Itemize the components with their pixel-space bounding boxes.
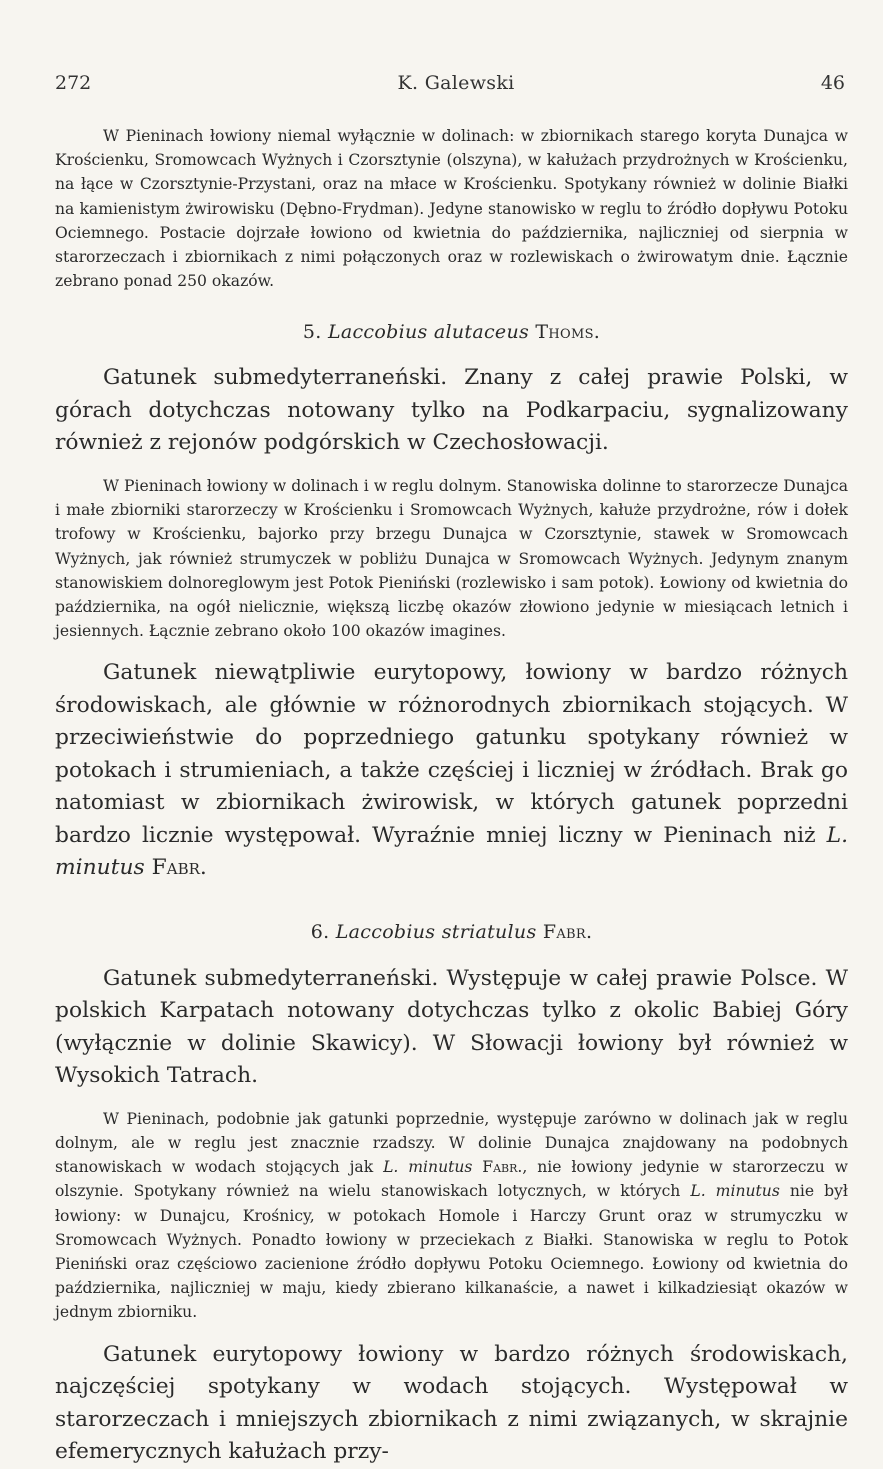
species-binomial: [328, 321, 529, 343]
page-number: 272: [55, 72, 92, 94]
paragraph-distribution-4: W Pieninach łowiony niemal wyłącznie w dolinach: w zbiornikach starego koryta Dunajca w Krościenku, Sromowcach Wyżnych i Czorsztynie (olszyna), w kałużach przydrożnych w Krościenku, na łące w Czorsztynie-Przystani, oraz na młace w Krościenku. Spotykany również w dolinie Białki na kamienistym żwirowisku (Dębno-Frydman). Jedyne stanowisko w reglu to źródło dopływu Potoku Ociemnego. Postacie dojrzałe łowiono od kwietnia do października, najliczniej od sierpnia w starorzeczach i zbiornikach z nimi połączonych oraz w rozlewiskach o żwirowatym dnie. Łącznie zebrano ponad 250 okazów.: [55, 127, 848, 291]
paragraph-ecology-5: [55, 657, 848, 885]
species-heading-6: [55, 921, 848, 943]
paragraph-ecology-6: Gatunek eurytopowy łowiony w bardzo różnych środowiskach, najczęściej spotykany w wodach stojących. Występował w starorzeczach i mniejszych zbiornikach z nimi związanych, w skrajnie efemerycznych kałużach przy-: [55, 1341, 848, 1465]
genus-name: Laccobius: [335, 920, 436, 943]
species-number: 6.: [310, 920, 330, 943]
species-author: Thoms.: [535, 321, 601, 344]
paragraph-pieniny-5: W Pieninach łowiony w dolinach i w reglu dolnym. Stanowiska dolinne to starorzecze Dunajca i małe zbiorniki starorzeczy w Krościenku i Sromowcach Wyżnych, kałuże przydrożne, rów i dołek trofowy w Krościenku, bajorko przy brzegu Dunajca w Czorsztynie, stawek w Sromowcach Wyżnych, jak również strumyczek w pobliżu Dunajca w Sromowcach Wyżnych. Jedynym znanym stanowiskiem dolnoreglowym jest Potok Pieniński (rozlewisko i sam potok). Łowiony od kwietnia do października, na ogół nielicznie, większą liczbę okazów złowiono jedynie w miesiącach letnich i jesiennych. Łącznie zebrano około 100 okazów imagines.: [55, 476, 848, 641]
paragraph-text: , nie łowiony jedynie w starorzeczu w olszynie. Spotykany również na wielu stanowiskach lotycznych, w których: [55, 1158, 848, 1201]
genus-name: Laccobius: [327, 321, 428, 344]
italic-species-ref: L. minutus: [690, 1182, 780, 1201]
running-author: K. Galewski: [397, 72, 515, 94]
species-author: Fabr.: [542, 920, 593, 943]
species-binomial: [336, 921, 537, 943]
species-name: striatulus: [441, 920, 537, 943]
running-header: [55, 72, 845, 94]
species-number: 5.: [302, 321, 322, 344]
page-body: [55, 124, 848, 1469]
paragraph-pieniny-6: [55, 1107, 848, 1325]
species-name: alutaceus: [433, 321, 530, 344]
paragraph-text: Gatunek niewątpliwie eurytopowy, łowiony w bardzo różnych środowiskach, ale głównie w różnorodnych zbiornikach stojących. W przeciwieństwie do poprzedniego gatunku spotykany również w potokach i strumieniach, a także częściej i liczniej w źródłach. Brak go natomiast w zbiornikach żwirowisk, w których gatunek poprzedni bardzo licznie występował. Wyraźnie mniej liczny w Pieninach niż: [55, 660, 848, 848]
species-author-ref: Fabr.: [482, 1158, 523, 1177]
italic-species-ref: L. minutus: [383, 1158, 473, 1177]
paragraph-range-5: Gatunek submedyterraneński. Znany z całej prawie Polski, w górach dotychczas notowany tylko na Podkarpaciu, sygnalizowany również z rejonów podgórskich w Czechosłowacji.: [55, 365, 848, 456]
paragraph-range-6: Gatunek submedyterraneński. Występuje w całej prawie Polsce. W polskich Karpatach notowany dotychczas tylko z okolic Babiej Góry (wyłącznie w dolinie Skawicy). W Słowacji łowiony był również w Wysokich Tatrach.: [55, 965, 848, 1089]
italic-species-ref: L. minutus: [55, 822, 848, 881]
species-heading-5: [55, 321, 848, 343]
paragraph-text: nie był łowiony: w Dunajcu, Krośnicy, w potokach Homole i Harczy Grunt oraz w strumyczku w Sromowcach Wyżnych. Ponadto łowiony w przeciekach z Białki. Stanowiska w reglu to Potok Pieniński oraz częściowo zacienione źródło dopływu Potoku Ociemnego. Łowiony od kwietnia do października, najliczniej w maju, kiedy zbierano kilkanaście, a nawet i kilkadziesiąt okazów w jednym zbiorniku.: [55, 1182, 848, 1322]
issue-number: 46: [820, 72, 845, 94]
paragraph-text: W Pieninach, podobnie jak gatunki poprzednie, występuje zarówno w dolinach jak w reglu dolnym, ale w reglu jest znacznie rzadszy. W dolinie Dunajca znajdowany na podobnych stanowiskach w wodach stojących jak: [55, 1109, 848, 1177]
species-author-ref: Fabr.: [151, 855, 207, 881]
